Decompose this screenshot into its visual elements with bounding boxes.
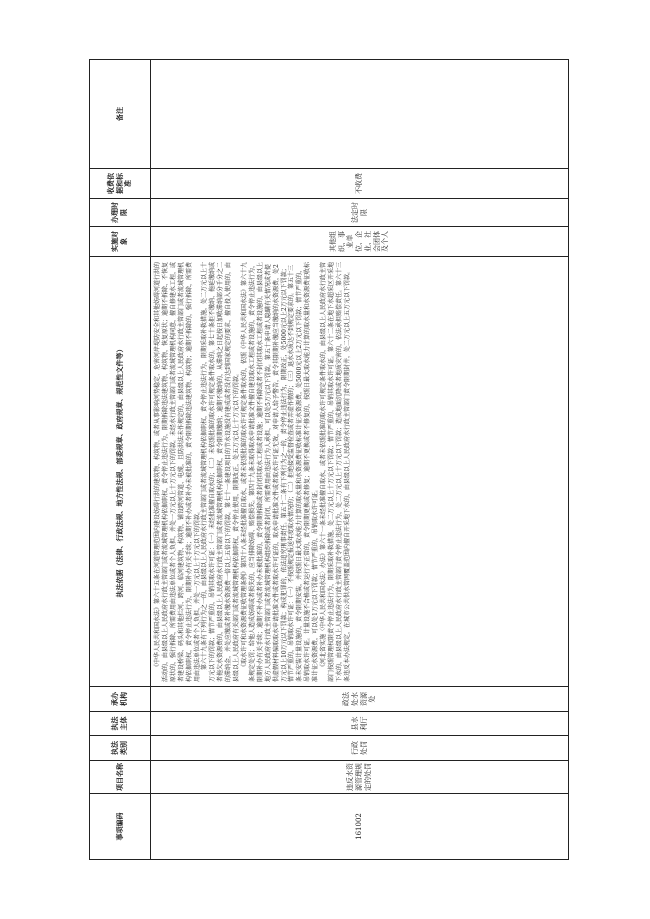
basis-paragraph: 第六十九条有下列行为之一的，由县级以上人民政府水行政主管部门或者流域管理机构依据职权，责令停止违法行为，限期采取补救措施，处二万元以上十万元以下的罚款；情节严重的，吊销其取水许可证：（一）未经批准擅自取水的；（二）未依照批准的取水许可规定条件取水的。第七十条拒不缴纳、拖延缴纳或者拖欠水资源费的，由县级以上人民政府水行政主管部门或者流域管理机构依据职权，责令限期缴纳；逾期不缴纳的，从滞纳之日起按日加收滞纳部分千分之二的滞纳金，并处应缴或者补缴水资源费一倍以上五倍以下的罚款。第七十一条建设项目的节水设施没有建成或者没有达到国家规定的要求，擅自投入使用的，由县级以上人民政府有关部门或者流域管理机构依据职权，责令停止使用，限期改正，处五万元以上十万元以下的罚款。 [201, 261, 241, 682]
cell-name: 违反水资源管理规定的处罚 [151, 761, 569, 794]
cell-time-limit: 法定时限 [151, 199, 569, 227]
enforcement-item-table [89, 59, 569, 860]
cell-remarks [151, 60, 569, 169]
rotated-table-container [89, 60, 569, 860]
header-category: 执法类别 [90, 736, 151, 761]
cell-agency: 政法处水资源处 [151, 687, 569, 712]
table-row [151, 60, 569, 860]
cell-code: 161002 [151, 794, 569, 860]
header-remarks: 备注 [90, 60, 151, 169]
basis-paragraph: 《取水许可和水资源费征收管理条例》第四十八条未经批准擅自取水，或者未依照批准的取水许可规定条件取水的，依照《中华人民共和国水法》第六十九条规定处罚；给他人造成妨碍或者损失的，应当排除妨碍、赔偿损失。第四十九条未取得取水申请批准文件擅自建设取水工程或者设施的，责令停止违法行为，限期补办有关手续；逾期不补办或者补办未被批准的，责令限期拆除或者封闭其取水工程或者设施；逾期不拆除或者不封闭其取水工程或者设施的，由县级以上地方人民政府水行政主管部门或者流域管理机构组织拆除或者封闭，所需费用由违法行为人承担，可以处5万元以下罚款。第五十条申请人隐瞒有关情况或者提供虚假材料骗取取水申请批准文件或者取水许可证的，取水申请批准文件或者取水许可证无效，对申请人给予警告，责令其限期补缴应当缴纳的水资源费，处2万元以上10万元以下罚款；构成犯罪的，依法追究刑事责任。第五十二条有下列行为之一的，责令停止违法行为，限期改正，处5000元以上2万元以下罚款；情节严重的，吊销取水许可证：（一）不按照规定报送年度取水情况的；（二）拒绝接受监督检查或者弄虚作假的；（三）退水水质达不到规定要求的。第五十三条未安装计量设施的，责令限期安装，并按照日最大取水能力计算的取水量和水资源费征收标准计征水资源费，处5000元以上2万元以下罚款；情节严重的，吊销取水许可证。计量设施不合格或者运行不正常的，责令限期更换或者修复；逾期不更换或者不修复的，按照日最大取水能力计算的取水量和水资源费征收标准计征水资源费，可以处1万元以下罚款；情节严重的，吊销取水许可证。 [240, 261, 320, 682]
header-subject: 执法主体 [90, 712, 151, 736]
header-basis: 执法依据（法律、行政法规、地方性法规、部委规章、政府规章、规范性文件等） [90, 257, 151, 687]
basis-paragraph: 《河北省实施〈中华人民共和国水法〉办法》第六十一条未经批准擅自取水，或者未依照批准的取水许可规定条件取水的，由县级以上人民政府水行政主管部门按照管理权限责令停止违法行为，限期采取补救措施，处二万元以上十万元以下罚款；情节严重的，吊销其取水许可证。第六十二条在地下水超采区开采地下水的，由县级以上人民政府水行政主管部门责令停止违法行为，处二万元以上十万元以下罚款；造成地面沉降或者地质灾害的，依法承担赔偿责任。第六十三条违反本办法规定，在城市公共供水管网覆盖范围内擅自开采地下水的，由县级以上人民政府水行政主管部门责令限期封井，处二万元以上五万元以下罚款。 [320, 261, 351, 682]
cell-fee: 不收费 [151, 169, 569, 199]
cell-target: 其他组织、事业单位、企业、社会团体及个人 [151, 227, 569, 257]
header-agency: 承办机构 [90, 687, 151, 712]
header-target: 实施对象 [90, 227, 151, 257]
header-name: 项目名称 [90, 761, 151, 794]
cell-subject: 县水利厅 [151, 712, 569, 736]
cell-basis [151, 257, 569, 687]
table-header-row [90, 60, 151, 860]
header-code: 事项编码 [90, 794, 151, 860]
basis-paragraph: 《中华人民共和国水法》第六十五条在河道管理范围内建设妨碍行洪的建筑物、构筑物，或者从事影响河势稳定、危害河岸堤防安全和其他妨碍河道行洪的活动的，由县级以上人民政府水行政主管部门或者流域管理机构依据职权，责令停止违法行为，限期拆除违法建筑物、构筑物，恢复原状；逾期不拆除、不恢复原状的，强行拆除，所需费用由违法单位或者个人负担，并处一万元以上十万元以下的罚款。未经水行政主管部门或者流域管理机构同意，擅自修建水工程，或者建设桥梁、码头和其他拦河、跨河、临河建筑物、构筑物，铺设跨河管道、电缆，且防洪法未作规定的，由县级以上人民政府水行政主管部门或者流域管理机构依据职权，责令停止违法行为，限期补办有关手续；逾期不补办或者补办未被批准的，责令限期拆除违法建筑物、构筑物；逾期不拆除的，强行拆除，所需费用由违法单位或者个人负担，并处一万元以上十万元以下的罚款。 [154, 261, 201, 682]
cell-category: 行政处罚 [151, 736, 569, 761]
header-fee: 收费依据和标准 [90, 169, 151, 199]
header-time-limit: 办理时限 [90, 199, 151, 227]
